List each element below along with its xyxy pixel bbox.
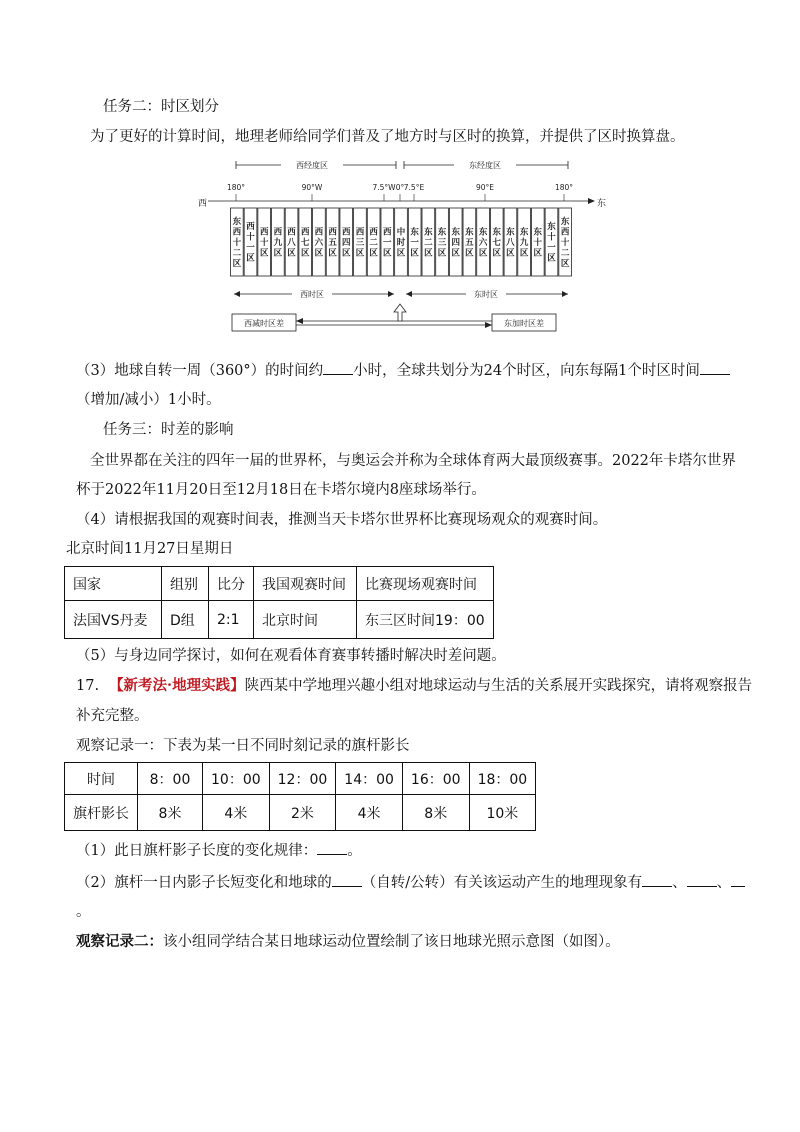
- zone-cell: [559, 208, 572, 276]
- zone-cells: [231, 208, 572, 276]
- shadow-length-cell: 2米: [269, 795, 336, 831]
- zone-label: 东西十二区: [560, 216, 570, 269]
- sq2-part1: （2）旗杆一日内影子长短变化和地球的: [76, 875, 332, 891]
- west-longitude-bracket: [236, 159, 396, 171]
- sq2-separator: 、: [672, 875, 687, 891]
- zone-label: 西八区: [287, 227, 296, 259]
- zone-cell: [408, 208, 421, 276]
- west-longitude-label: 西经度区: [296, 161, 328, 170]
- east-longitude-bracket: [404, 159, 568, 171]
- zone-cell: [531, 208, 544, 276]
- shadow-length-cell: 8米: [138, 795, 203, 831]
- zone-cell: [504, 208, 517, 276]
- q3-part1: （3）地球自转一周（360°）的时间约: [76, 363, 324, 379]
- match-table: [64, 566, 494, 639]
- match-cell-cn-time: 北京时间: [254, 601, 357, 639]
- record2-label: 观察记录二：: [76, 934, 163, 950]
- shadow-time-cell: 10：00: [203, 763, 270, 795]
- zone-cell: [231, 208, 244, 276]
- west-rule-label: 西减时区差: [244, 319, 284, 328]
- longitude-ticks: [227, 183, 573, 201]
- record2-line: [76, 932, 620, 952]
- shadow-length-cell: 10米: [469, 795, 536, 831]
- sq2-separator: 、: [716, 875, 732, 891]
- shadow-time-cell: 18：00: [469, 763, 536, 795]
- zone-label: 西四区: [342, 227, 351, 259]
- task3-para1: 全世界都在关注的四年一届的世界杯，与奥运会并称为全球体育两大最顶级赛事。2022年卡塔尔世界: [90, 453, 736, 469]
- zone-label: 西三区: [355, 227, 365, 259]
- longitude-tick-label: 180°: [554, 183, 574, 192]
- shadow-length-cell: 4米: [203, 795, 270, 831]
- shadow-time-cell: 14：00: [336, 763, 403, 795]
- west-hemi-bracket: [234, 288, 394, 300]
- match-table-row: [65, 601, 494, 639]
- zone-cell: [340, 208, 353, 276]
- match-header-venue-time: 比赛现场观赛时间: [357, 567, 494, 601]
- zone-label: 东九区: [519, 227, 529, 259]
- east-hemi-label: 东时区: [474, 290, 498, 299]
- zone-cell: [367, 208, 380, 276]
- zone-label: 东五区: [465, 227, 474, 259]
- zone-label: 西一区: [383, 227, 392, 259]
- shadow-length-row: [65, 795, 536, 831]
- match-header-country: 国家: [65, 567, 162, 601]
- sq1-text: （1）此日旗杆影子长度的变化规律：: [76, 843, 318, 859]
- east-hemi-bracket: [406, 288, 568, 300]
- zone-cell: [299, 208, 312, 276]
- west-rule-box: [232, 314, 296, 331]
- match-cell-venue-time: 东三区时间19：00: [357, 601, 494, 639]
- match-cell-score: 2:1: [209, 601, 254, 639]
- shadow-length-cell: 8米: [402, 795, 469, 831]
- zone-label: 东八区: [506, 227, 515, 259]
- shadow-length-cell: 4米: [336, 795, 403, 831]
- zone-label: 东十一区: [547, 222, 556, 264]
- zone-label: 东一区: [410, 227, 419, 259]
- shadow-time-cell: 8：00: [138, 763, 203, 795]
- sq1-line: [76, 840, 362, 861]
- sq2-blank-phenomenon-3[interactable]: [731, 872, 745, 887]
- record1-label: 观察记录一：下表为某一日不同时刻记录的旗杆影长: [76, 738, 410, 754]
- zone-cell: [518, 208, 531, 276]
- zone-label: 西五区: [328, 227, 337, 259]
- q17-line1: [76, 676, 752, 696]
- zone-cell: [354, 208, 367, 276]
- q3-line2: （增加/减小）1小时。: [76, 392, 221, 408]
- west-direction-label: 西: [198, 199, 208, 209]
- zone-cell: [313, 208, 326, 276]
- q17-tag: 【新考法·地理实践】: [109, 677, 245, 694]
- shadow-time-label: 时间: [65, 763, 138, 795]
- zone-label: 西六区: [314, 227, 324, 259]
- sq2-blank-phenomenon-1[interactable]: [642, 872, 672, 887]
- q4-text: （4）请根据我国的观赛时间表，推测当天卡塔尔世界杯比赛现场观众的观赛时间。: [76, 512, 608, 528]
- time-zone-diagram: [196, 156, 608, 338]
- beijing-date: 北京时间11月27日星期日: [66, 541, 234, 557]
- zone-cell: [490, 208, 503, 276]
- east-longitude-label: 东经度区: [469, 161, 501, 170]
- sq2-blank-motion[interactable]: [332, 872, 362, 887]
- zone-cell: [326, 208, 339, 276]
- zone-label: 东七区: [492, 227, 502, 259]
- up-arrow-icon: [394, 304, 406, 321]
- zone-cell: [395, 208, 408, 276]
- q17-text1: 陕西某中学地理兴趣小组对地球运动与生活的关系展开实践探究，请将观察报告: [244, 678, 753, 694]
- zone-label: 中时区: [396, 227, 406, 259]
- zone-label: 东二区: [424, 227, 433, 259]
- zone-label: 西十一区: [246, 222, 255, 264]
- zone-cell: [244, 208, 257, 276]
- shadow-time-cell: 16：00: [402, 763, 469, 795]
- zone-cell: [272, 208, 285, 276]
- zone-label: 东六区: [478, 227, 488, 259]
- west-hemi-label: 西时区: [300, 290, 324, 299]
- q5-text: （5）与身边同学探讨，如何在观看体育赛事转播时解决时差问题。: [76, 648, 506, 664]
- longitude-tick-label: 180°: [226, 183, 246, 192]
- zone-label: 东十区: [533, 227, 543, 259]
- shadow-table: [64, 762, 536, 831]
- sq1-blank[interactable]: [317, 840, 347, 855]
- q3-line1: [76, 360, 730, 381]
- longitude-tick-label: 7.5°E: [403, 183, 425, 192]
- shadow-time-cell: 12：00: [269, 763, 336, 795]
- zone-label: 西十区: [259, 227, 269, 259]
- zone-label: 西九区: [273, 227, 283, 259]
- q3-part2: 小时，全球共划分为24个时区，向东每隔1个时区时间: [353, 363, 700, 379]
- longitude-tick-label: 90°E: [475, 183, 495, 192]
- shadow-time-row: [65, 763, 536, 795]
- zone-label: 东西十二区: [232, 216, 242, 269]
- sq1-end: 。: [347, 843, 362, 859]
- match-header-score: 比分: [209, 567, 254, 601]
- q3-blank-change[interactable]: [700, 360, 730, 375]
- zone-cell: [285, 208, 298, 276]
- east-rule-label: 东加时区差: [504, 319, 544, 328]
- longitude-tick-label: 90°W: [301, 183, 323, 192]
- match-table-header-row: [65, 567, 494, 601]
- sq2-part2: （自转/公转）有关该运动产生的地理现象有: [361, 875, 643, 891]
- zone-cell: [436, 208, 449, 276]
- match-cell-country: 法国VS丹麦: [65, 601, 162, 639]
- longitude-tick-label: 0°: [395, 183, 405, 192]
- task2-heading: 任务二：时区划分: [103, 99, 219, 115]
- q17-number: 17.: [76, 678, 100, 694]
- direction-arrowhead: [588, 198, 595, 204]
- zone-cell: [449, 208, 462, 276]
- rule-arrows: [296, 304, 492, 328]
- zone-cell: [463, 208, 476, 276]
- record2-text: 该小组同学结合某日地球运动位置绘制了该日地球光照示意图（如图）。: [163, 934, 620, 950]
- sq2-line2: 。: [76, 904, 91, 920]
- task3-para2: 杯于2022年11月20日至12月18日在卡塔尔境内8座球场举行。: [76, 482, 486, 498]
- east-rule-box: [492, 314, 556, 331]
- q3-blank-hours[interactable]: [323, 360, 353, 375]
- zone-label: 东四区: [451, 227, 460, 259]
- match-cell-group: D组: [162, 601, 209, 639]
- zone-cell: [477, 208, 490, 276]
- sq2-line1: [76, 872, 745, 893]
- zone-cell: [258, 208, 271, 276]
- zone-cell: [422, 208, 435, 276]
- match-header-group: 组别: [162, 567, 209, 601]
- zone-label: 西七区: [300, 227, 310, 259]
- task3-heading: 任务三：时差的影响: [103, 422, 234, 438]
- zone-cell: [381, 208, 394, 276]
- q17-line2: 补充完整。: [76, 708, 149, 724]
- sq2-blank-phenomenon-2[interactable]: [687, 872, 717, 887]
- east-direction-label: 东: [597, 199, 607, 209]
- task2-intro: 为了更好的计算时间，地理老师给同学们普及了地方时与区时的换算，并提供了区时换算盘。: [90, 129, 685, 145]
- zone-cell: [545, 208, 558, 276]
- shadow-length-label: 旗杆影长: [65, 795, 138, 831]
- longitude-tick-label: 7.5°W: [372, 183, 396, 192]
- zone-label: 东三区: [437, 227, 447, 259]
- zone-label: 西二区: [369, 227, 378, 259]
- match-header-cn-time: 我国观赛时间: [254, 567, 357, 601]
